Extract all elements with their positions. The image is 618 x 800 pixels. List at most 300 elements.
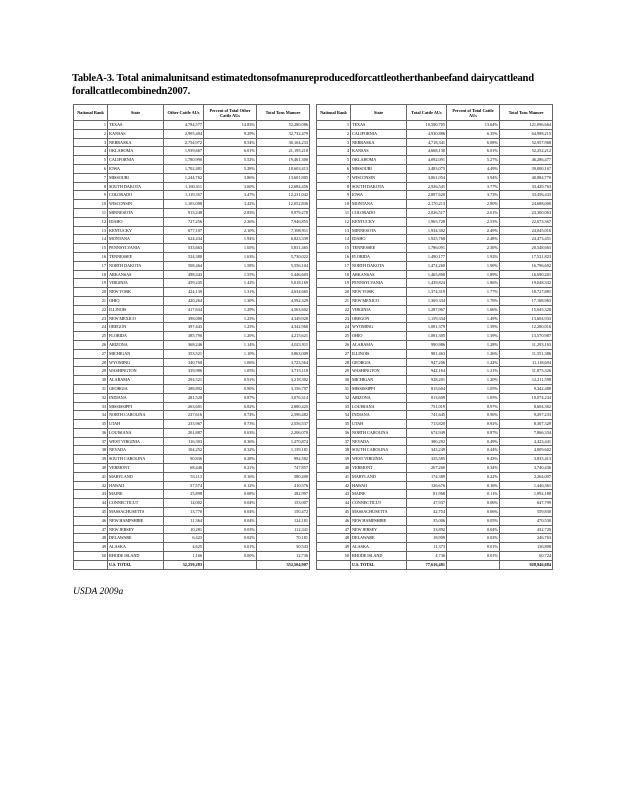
percent-cell: 2.49% xyxy=(447,226,500,235)
percent-cell: 1.86% xyxy=(447,279,500,288)
state-cell: LOUISIANA xyxy=(351,402,407,411)
aus-cell: 1,166 xyxy=(164,552,204,561)
header-total-cattle-aus: Total Cattle AUs xyxy=(407,105,447,121)
state-cell: SOUTH CAROLINA xyxy=(108,455,164,464)
percent-cell: 0.21% xyxy=(204,464,257,473)
state-cell: OKLAHOMA xyxy=(351,156,407,165)
table-row xyxy=(317,384,553,393)
percent-cell: 1.20% xyxy=(204,332,257,341)
percent-cell: 0.87% xyxy=(447,428,500,437)
percent-cell: 2.83% xyxy=(204,208,257,217)
state-cell: MISSISSIPPI xyxy=(108,402,164,411)
state-cell: OREGON xyxy=(108,323,164,332)
tons-cell: 647,799 xyxy=(500,499,553,508)
aus-cell: 343,249 xyxy=(407,446,447,455)
tons-cell: 52,280,086 xyxy=(257,121,310,130)
aus-cell: 13,770 xyxy=(164,508,204,517)
rank-cell: 50 xyxy=(317,552,351,561)
state-cell: NEBRASKA xyxy=(108,138,164,147)
tons-cell: 8,604,302 xyxy=(500,402,553,411)
rank-cell: 12 xyxy=(74,217,108,226)
percent-cell: 0.87% xyxy=(204,393,257,402)
state-cell: OHIO xyxy=(108,296,164,305)
tons-cell: 3,156,797 xyxy=(257,384,310,393)
percent-cell: 0.16% xyxy=(447,481,500,490)
percent-cell: 0.04% xyxy=(447,525,500,534)
state-cell: VERMONT xyxy=(351,464,407,473)
aus-cell: 281,520 xyxy=(164,393,204,402)
table-row xyxy=(317,191,553,200)
tons-cell: 992,582 xyxy=(257,455,310,464)
aus-cell: 942,164 xyxy=(407,367,447,376)
table-row xyxy=(317,217,553,226)
rank-cell: 15 xyxy=(317,244,351,253)
table-row xyxy=(74,217,310,226)
aus-cell: 420,264 xyxy=(164,296,204,305)
state-cell: IOWA xyxy=(108,164,164,173)
aus-cell: 3,061,054 xyxy=(407,173,447,182)
table-row xyxy=(74,252,310,261)
percent-cell: 1.90% xyxy=(447,261,500,270)
tons-cell: 24,045,016 xyxy=(500,226,553,235)
rank-cell: 22 xyxy=(74,305,108,314)
aus-cell: 1,374,319 xyxy=(407,288,447,297)
percent-cell: 1.14% xyxy=(204,340,257,349)
table-row xyxy=(317,437,553,446)
table-row xyxy=(74,129,310,138)
percent-cell: 0.11% xyxy=(447,490,500,499)
percent-cell: 1.05% xyxy=(447,384,500,393)
percent-cell: 0.82% xyxy=(204,402,257,411)
state-cell: NORTH DAKOTA xyxy=(351,261,407,270)
state-cell: WEST VIRGINIA xyxy=(351,455,407,464)
tons-cell: 12,052,836 xyxy=(257,200,310,209)
table-row xyxy=(74,296,310,305)
tons-cell: 9,297,233 xyxy=(500,411,553,420)
state-cell: ILLINOIS xyxy=(108,305,164,314)
tons-cell: 4,342,960 xyxy=(257,323,310,332)
rank-cell: 8 xyxy=(74,182,108,191)
rank-cell: 41 xyxy=(74,472,108,481)
tons-cell: 4,215,621 xyxy=(257,332,310,341)
state-cell: MARYLAND xyxy=(108,472,164,481)
rank-cell: 2 xyxy=(74,129,108,138)
aus-cell: 2,926,541 xyxy=(407,182,447,191)
table-row xyxy=(74,244,310,253)
aus-cell: 340,760 xyxy=(164,358,204,367)
state-cell: TENNESSEE xyxy=(351,244,407,253)
state-cell: SOUTH CAROLINA xyxy=(351,446,407,455)
state-cell: MISSOURI xyxy=(108,173,164,182)
rank-cell: 38 xyxy=(74,446,108,455)
rank-cell: 19 xyxy=(317,279,351,288)
rank-cell: 14 xyxy=(74,235,108,244)
tons-cell: 136,808 xyxy=(500,543,553,552)
aus-cell: 37,574 xyxy=(164,481,204,490)
percent-cell: 6.35% xyxy=(447,129,500,138)
state-cell: RHODE ISLAND xyxy=(351,552,407,561)
aus-cell: 4,718,341 xyxy=(407,138,447,147)
aus-cell: 674,949 xyxy=(407,428,447,437)
percent-cell: 1.49% xyxy=(447,314,500,323)
table-row xyxy=(74,340,310,349)
table-row xyxy=(74,446,310,455)
rank-cell: 28 xyxy=(317,358,351,367)
tons-cell: 22,673,367 xyxy=(500,217,553,226)
percent-cell: 1.39% xyxy=(447,323,500,332)
table-row xyxy=(317,525,553,534)
percent-cell: 1.21% xyxy=(447,367,500,376)
aus-cell: 2,754,972 xyxy=(164,138,204,147)
tons-cell: 19,048,332 xyxy=(500,279,553,288)
aus-cell: 524,380 xyxy=(164,252,204,261)
percent-cell: 1.58% xyxy=(204,261,257,270)
percent-cell: 1.65% xyxy=(204,244,257,253)
tons-cell: 2,264,007 xyxy=(500,472,553,481)
aus-cell: 741,645 xyxy=(407,411,447,420)
table-row xyxy=(317,402,553,411)
aus-cell: 1,160,311 xyxy=(164,182,204,191)
rank-cell: 42 xyxy=(317,481,351,490)
percent-cell: 5.52% xyxy=(204,156,257,165)
state-cell: CONNECTICUT xyxy=(108,499,164,508)
rank-cell: 39 xyxy=(317,455,351,464)
percent-cell: 5.28% xyxy=(204,164,257,173)
state-cell: UTAH xyxy=(351,420,407,429)
tons-cell: 5,446,603 xyxy=(257,270,310,279)
state-cell: WASHINGTON xyxy=(108,367,164,376)
state-cell: DELAWARE xyxy=(351,534,407,543)
aus-cell: 947,206 xyxy=(407,358,447,367)
tons-cell: 11,551,386 xyxy=(500,349,553,358)
tons-cell: 153,007 xyxy=(257,499,310,508)
tons-cell: 11,293,163 xyxy=(500,340,553,349)
table-row xyxy=(74,349,310,358)
aus-cell: 1,702,481 xyxy=(164,164,204,173)
table-row xyxy=(317,534,553,543)
header-percent-of-total: Percent of Total Cattle AUs xyxy=(447,105,500,121)
state-cell: MISSISSIPPI xyxy=(351,384,407,393)
aus-cell: 813,609 xyxy=(407,393,447,402)
aus-cell: 2,170,213 xyxy=(407,200,447,209)
table-row xyxy=(74,226,310,235)
aus-cell: 913,248 xyxy=(164,208,204,217)
aus-cell: 267,260 xyxy=(407,464,447,473)
percent-cell: 1.10% xyxy=(204,349,257,358)
rank-cell: 28 xyxy=(74,358,108,367)
rank-cell: 33 xyxy=(74,402,108,411)
percent-cell: 1.05% xyxy=(447,393,500,402)
table-row xyxy=(317,446,553,455)
percent-cell: 3.42% xyxy=(204,200,257,209)
table-row xyxy=(317,508,553,517)
tons-cell: 2,880,425 xyxy=(257,402,310,411)
table-row xyxy=(74,305,310,314)
tons-cell: 9,979,278 xyxy=(257,208,310,217)
aus-cell: 90,836 xyxy=(164,455,204,464)
table-row xyxy=(317,552,553,561)
state-cell: MAINE xyxy=(351,490,407,499)
aus-cell: 1,786,091 xyxy=(407,244,447,253)
rank-cell: 45 xyxy=(317,508,351,517)
percent-cell: 0.92% xyxy=(447,420,500,429)
percent-cell: 2.26% xyxy=(204,217,257,226)
state-cell: UTAH xyxy=(108,420,164,429)
tons-cell: 410,576 xyxy=(257,481,310,490)
table-row xyxy=(74,499,310,508)
rank-cell: 29 xyxy=(317,367,351,376)
table-row xyxy=(317,455,553,464)
state-cell: TEXAS xyxy=(108,121,164,130)
rank-cell: 31 xyxy=(74,384,108,393)
tons-cell: 12,231,042 xyxy=(257,191,310,200)
header-total-tons-manure: Total Tons Manure xyxy=(500,105,553,121)
table-row xyxy=(74,270,310,279)
tons-cell: 5,831,465 xyxy=(257,244,310,253)
aus-cell: 174,389 xyxy=(407,472,447,481)
aus-cell: 677,107 xyxy=(164,226,204,235)
table-row xyxy=(317,393,553,402)
state-cell: COLORADO xyxy=(108,191,164,200)
state-cell: MASSACHUSETTS xyxy=(108,508,164,517)
aus-cell: 981,463 xyxy=(407,349,447,358)
percent-cell: 0.06% xyxy=(447,499,500,508)
rank-cell: 1 xyxy=(317,121,351,130)
rank-cell: 48 xyxy=(317,534,351,543)
tons-cell: 3,218,302 xyxy=(257,376,310,385)
state-cell: DELAWARE xyxy=(108,534,164,543)
percent-cell: 1.94% xyxy=(204,235,257,244)
table-row xyxy=(317,235,553,244)
header-state: State xyxy=(108,105,164,121)
aus-cell: 4,784,577 xyxy=(164,121,204,130)
aus-cell: 2,897,620 xyxy=(407,191,447,200)
rank-cell: 33 xyxy=(317,402,351,411)
tons-cell: 40,884,770 xyxy=(500,173,553,182)
table-row xyxy=(74,525,310,534)
state-cell: MONTANA xyxy=(351,200,407,209)
table-row xyxy=(317,340,553,349)
table-row xyxy=(74,182,310,191)
percent-cell: 0.34% xyxy=(447,464,500,473)
table-row xyxy=(317,173,553,182)
rank-cell: 25 xyxy=(317,332,351,341)
rank-cell: 43 xyxy=(74,490,108,499)
state-cell: FLORIDA xyxy=(351,252,407,261)
rank-cell: 25 xyxy=(74,332,108,341)
aus-cell: 1,119,357 xyxy=(164,191,204,200)
state-cell: OHIO xyxy=(351,332,407,341)
aus-cell: 928,201 xyxy=(407,376,447,385)
tons-cell: 580,400 xyxy=(257,472,310,481)
tons-cell: 12,684,456 xyxy=(257,182,310,191)
percent-cell: 0.02% xyxy=(447,534,500,543)
rank-cell: 22 xyxy=(317,305,351,314)
table-row xyxy=(317,261,553,270)
tons-cell: 1,092,188 xyxy=(500,490,553,499)
rank-cell: 27 xyxy=(317,349,351,358)
aus-cell: 233,967 xyxy=(164,420,204,429)
aus-cell: 6,423 xyxy=(164,534,204,543)
state-cell: ILLINOIS xyxy=(351,349,407,358)
tons-cell: 17,521,823 xyxy=(500,252,553,261)
aus-cell: 2,995,494 xyxy=(164,129,204,138)
table-row xyxy=(317,428,553,437)
aus-cell: 713,820 xyxy=(407,420,447,429)
state-cell: NORTH CAROLINA xyxy=(108,411,164,420)
aus-cell: 3,483,075 xyxy=(407,164,447,173)
tons-cell: 24,688,000 xyxy=(500,200,553,209)
aus-cell: 263,601 xyxy=(164,402,204,411)
aus-cell: 2,026,517 xyxy=(407,208,447,217)
tons-cell: 121,096,664 xyxy=(500,121,553,130)
state-cell: SOUTH DAKOTA xyxy=(108,182,164,191)
percent-cell: 1.42% xyxy=(204,279,257,288)
tons-cell: 12,211,598 xyxy=(500,376,553,385)
rank-cell: 30 xyxy=(317,376,351,385)
aus-cell: 1,490,177 xyxy=(407,252,447,261)
percent-cell: 13.64% xyxy=(447,121,500,130)
aus-cell: 294,521 xyxy=(164,376,204,385)
aus-cell: 368,246 xyxy=(164,340,204,349)
aus-cell: 424,139 xyxy=(164,288,204,297)
aus-cell: 68,440 xyxy=(164,464,204,473)
table-row xyxy=(317,296,553,305)
rank-cell: 37 xyxy=(74,437,108,446)
aus-cell: 47,937 xyxy=(407,499,447,508)
rank-cell: 23 xyxy=(317,314,351,323)
rank-cell: 24 xyxy=(74,323,108,332)
table-row xyxy=(317,411,553,420)
table-row xyxy=(317,499,553,508)
table-row xyxy=(317,200,553,209)
total-tons-cell: 928,946,684 xyxy=(500,560,553,569)
state-cell: KANSAS xyxy=(351,147,407,156)
state-cell: ARIZONA xyxy=(108,340,164,349)
rank-cell: 30 xyxy=(74,376,108,385)
percent-cell: 1.05% xyxy=(204,367,257,376)
rank-cell: 41 xyxy=(317,472,351,481)
table-row xyxy=(317,138,553,147)
aus-cell: 4,668,130 xyxy=(407,147,447,156)
rank-cell: 29 xyxy=(74,367,108,376)
table-row xyxy=(317,244,553,253)
tons-cell: 10,074,234 xyxy=(500,393,553,402)
header-national-rank: National Rank xyxy=(74,105,108,121)
rank-cell: 36 xyxy=(74,428,108,437)
table-row xyxy=(317,156,553,165)
rank-cell: 31 xyxy=(317,384,351,393)
aus-cell: 201,887 xyxy=(164,428,204,437)
rank-cell: 26 xyxy=(317,340,351,349)
aus-cell: 335,585 xyxy=(407,455,447,464)
rank-cell: 5 xyxy=(74,156,108,165)
percent-cell: 0.36% xyxy=(204,437,257,446)
aus-cell: 1,925,768 xyxy=(407,235,447,244)
state-cell: INDIANA xyxy=(351,411,407,420)
tons-cell: 33,456,433 xyxy=(500,191,553,200)
state-cell: VIRGINIA xyxy=(108,279,164,288)
table-row xyxy=(317,208,553,217)
state-cell: MICHIGAN xyxy=(351,376,407,385)
table-row xyxy=(74,420,310,429)
tons-cell: 4,634,665 xyxy=(257,288,310,297)
header-percent-of-total: Percent of Total Other Cattle AUs xyxy=(204,105,257,121)
tons-cell: 15,045,320 xyxy=(500,305,553,314)
tons-cell: 70,181 xyxy=(257,534,310,543)
state-cell: NEW HAMPSHIRE xyxy=(108,516,164,525)
header-national-rank: National Rank xyxy=(317,105,351,121)
percent-cell: 0.01% xyxy=(447,552,500,561)
table-row xyxy=(74,428,310,437)
percent-cell: 14.83% xyxy=(204,121,257,130)
aus-cell: 1,965,728 xyxy=(407,217,447,226)
rank-cell: 49 xyxy=(317,543,351,552)
table-row xyxy=(317,464,553,473)
state-cell: TEXAS xyxy=(351,121,407,130)
percent-cell: 0.96% xyxy=(447,411,500,420)
state-cell: FLORIDA xyxy=(108,332,164,341)
tons-cell: 33,429,763 xyxy=(500,182,553,191)
percent-cell: 1.28% xyxy=(447,340,500,349)
table-row xyxy=(74,358,310,367)
aus-cell: 126,676 xyxy=(407,481,447,490)
rank-cell: 46 xyxy=(317,516,351,525)
state-cell: GEORGIA xyxy=(351,358,407,367)
header-total-tons-manure: Total Tons Manure xyxy=(257,105,310,121)
percent-cell: 0.90% xyxy=(204,384,257,393)
tons-cell: 21,195,210 xyxy=(257,147,310,156)
percent-cell: 0.04% xyxy=(204,516,257,525)
percent-cell: 0.04% xyxy=(204,508,257,517)
rank-cell: 40 xyxy=(317,464,351,473)
tons-cell: 30,104,233 xyxy=(257,138,310,147)
rank-cell: 13 xyxy=(74,226,108,235)
table-row xyxy=(317,121,553,130)
tons-cell: 13,570,987 xyxy=(500,332,553,341)
percent-cell: 0.49% xyxy=(447,437,500,446)
rank-cell: 50 xyxy=(74,552,108,561)
rank-cell: 18 xyxy=(74,270,108,279)
aus-cell: 10,281 xyxy=(164,525,204,534)
percent-cell: 1.30% xyxy=(204,296,257,305)
tons-cell: 2,206,070 xyxy=(257,428,310,437)
tons-cell: 4,349,920 xyxy=(257,314,310,323)
other-cattle-table xyxy=(73,104,310,570)
table-row xyxy=(74,402,310,411)
tons-cell: 24,473,451 xyxy=(500,235,553,244)
state-cell: NORTH CAROLINA xyxy=(351,428,407,437)
aus-cell: 339,986 xyxy=(164,367,204,376)
table-row xyxy=(74,455,310,464)
rank-cell: 3 xyxy=(317,138,351,147)
percent-cell: 5.27% xyxy=(447,156,500,165)
rank-cell: 21 xyxy=(74,296,108,305)
percent-cell: 3.73% xyxy=(447,191,500,200)
tons-cell: 282,997 xyxy=(257,490,310,499)
aus-cell: 417,634 xyxy=(164,305,204,314)
aus-cell: 4,736 xyxy=(407,552,447,561)
state-cell: MICHIGAN xyxy=(108,349,164,358)
table-row xyxy=(317,472,553,481)
state-cell: HAWAII xyxy=(351,481,407,490)
total-state-cell: U.S. TOTAL xyxy=(351,560,407,569)
state-cell: NEBRASKA xyxy=(351,138,407,147)
percent-cell: 0.43% xyxy=(447,455,500,464)
aus-cell: 380,292 xyxy=(407,437,447,446)
tons-cell: 46,286,477 xyxy=(500,156,553,165)
percent-cell: 0.02% xyxy=(204,534,257,543)
